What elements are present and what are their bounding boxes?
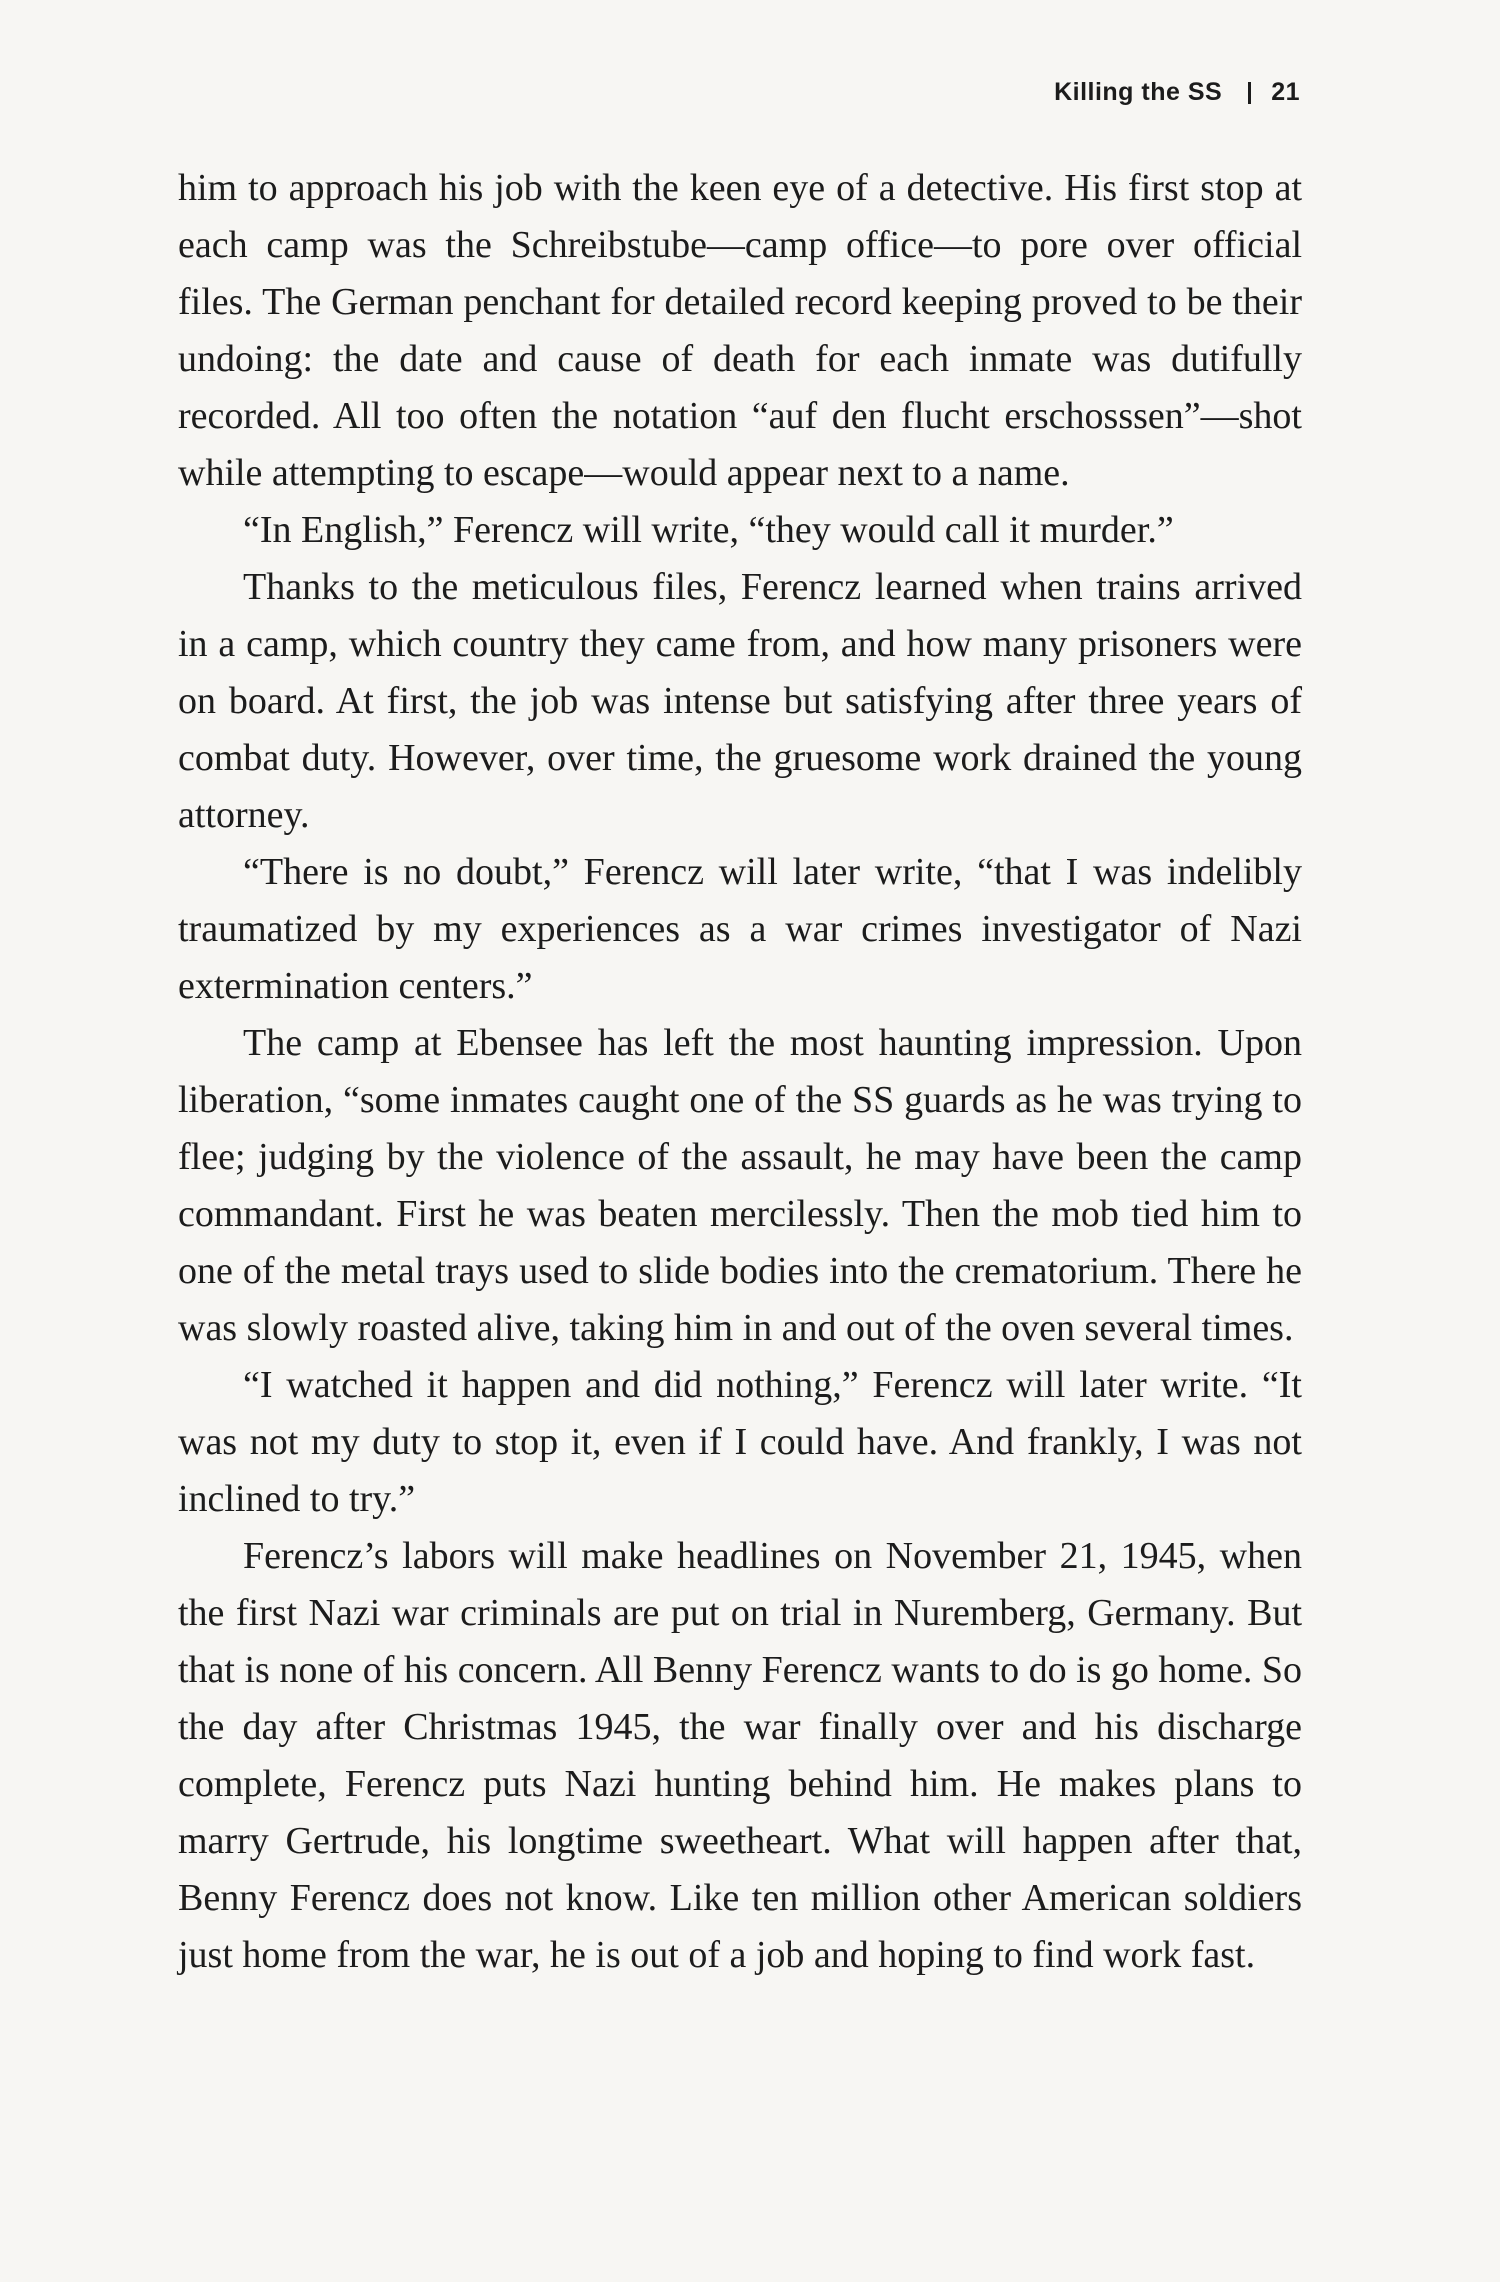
paragraph-2: “In English,” Ferencz will write, “they would call it murder.” [243, 509, 1174, 551]
header-divider [1248, 82, 1251, 104]
paragraph-1: him to approach his job with the keen eye of a detective. His first stop at each camp was the Schreibstube—camp office—to pore over official files. The German penchant for detailed record keeping proved to be their undoing: the date and cause of death for each inmate was dutifully recorded. All too often the notation “auf den flucht erschosssen”—shot while attempting to escape—would appear next to a name. [178, 167, 1302, 494]
page-number: 21 [1271, 78, 1300, 106]
paragraph-6: “I watched it happen and did nothing,” Ferencz will later write. “It was not my duty to stop it, even if I could have. And frankly, I was not inclined to try.” [178, 1364, 1302, 1520]
running-title: Killing the SS [1054, 78, 1223, 106]
running-header [1054, 78, 1300, 107]
paragraph-7: Ferencz’s labors will make headlines on November 21, 1945, when the first Nazi war criminals are put on trial in Nuremberg, Germany. But that is none of his concern. All Benny Ferencz wants to do is go home. So the day after Christmas 1945, the war finally over and his discharge complete, Ferencz puts Nazi hunting behind him. He makes plans to marry Gertrude, his longtime sweetheart. What will happen after that, Benny Ferencz does not know. Like ten million other American soldiers just home from the war, he is out of a job and hoping to find work fast. [178, 1535, 1302, 1976]
body-text [178, 160, 1302, 1984]
paragraph-3: Thanks to the meticulous files, Ferencz learned when trains arrived in a camp, which country they came from, and how many prisoners were on board. At first, the job was intense but satisfying after three years of combat duty. However, over time, the gruesome work drained the young attorney. [178, 566, 1302, 836]
paragraph-5: The camp at Ebensee has left the most haunting impression. Upon liberation, “some inmates caught one of the SS guards as he was trying to flee; judging by the violence of the assault, he may have been the camp commandant. First he was beaten mercilessly. Then the mob tied him to one of the metal trays used to slide bodies into the crematorium. There he was slowly roasted alive, taking him in and out of the oven several times. [178, 1022, 1302, 1349]
paragraph-4: “There is no doubt,” Ferencz will later write, “that I was indelibly traumatized by my experiences as a war crimes investigator of Nazi extermination centers.” [178, 851, 1302, 1007]
